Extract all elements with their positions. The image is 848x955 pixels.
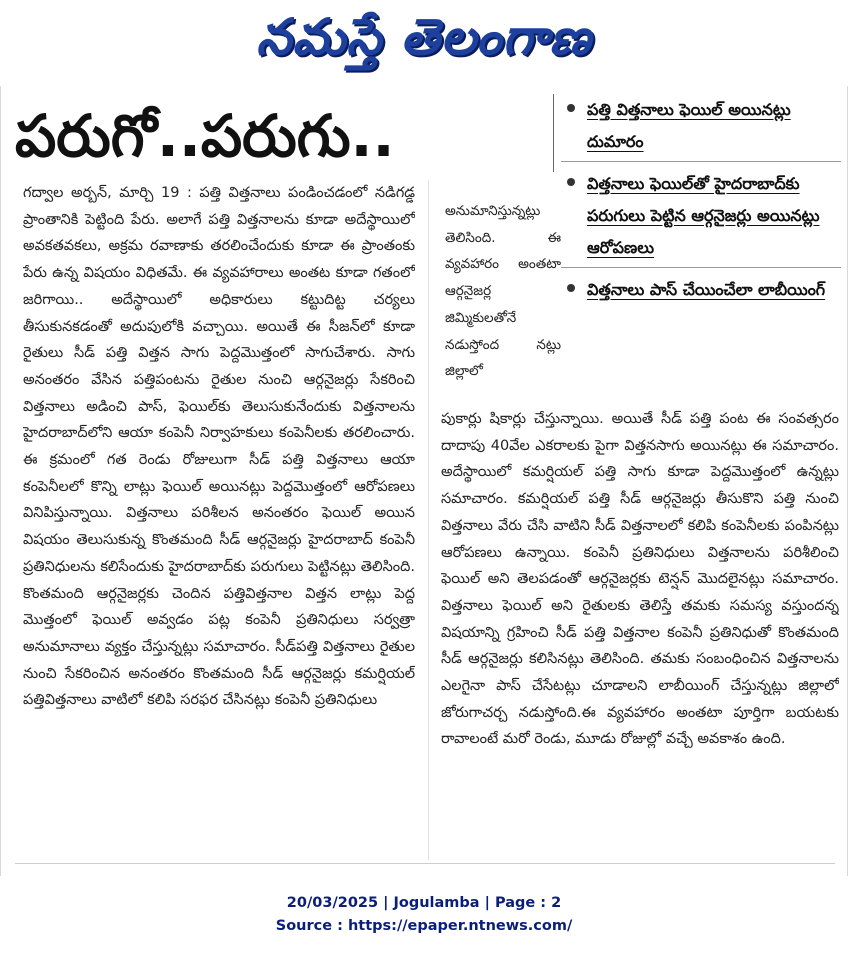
article-clipping <box>0 86 848 876</box>
highlight-item <box>561 274 841 309</box>
masthead <box>0 2 848 82</box>
column-divider <box>428 180 429 860</box>
article-headline: పరుగో..పరుగు.. <box>15 102 395 170</box>
edition-info: 20/03/2025 | Jogulamba | Page : 2 <box>286 895 562 911</box>
article-column-left: గద్వాల అర్బన్, మార్చి 19 : పత్తి విత్తనాలు పండించడంలో నడిగడ్డ ప్రాంతానికి పెట్టింది పేరు. అలాగే పత్తి విత్తనాలను కూడా అదేస్థాయిలో అవకతవకలు, అక్రమ రవాణాకు తరలించేందుకు కూడా ఈ ప్రాంతంకు పేరు ఉన్న విషయం విధితమే. ఈ వ్యవహారాలు అంతట కూడా గతంలో జరిగాయి.. అదేస్థాయిలో అధికారులు కట్టుదిట్ట చర్యలు తీసుకునకడంతో అదుపులోకి వచ్చాయి. అయితే ఈ సీజన్‌లో కూడా రైతులు సీడ్ పత్తి విత్తన సాగు పెద్దమొత్తంలో సాగుచేశారు. సాగు అనంతరం వేసిన పత్తిపంటను రైతుల నుంచి ఆర్గనైజర్లు సేకరించి విత్తనాలు అడించి పాస్, ఫెయిల్‌కు తెలుసుకునేందుకు విత్తనాలను హైదరాబాద్‌లోని ఆయా కంపెనీ నిర్వాహకులు కంపెనీలకు తరలించారు. ఈ క్రమంలో గత రెండు రోజులుగా సీడ్ పత్తి విత్తనాలు ఆయా కంపెనీలలో కొన్ని లాట్లు ఫెయిల్ అయినట్లు పెద్దమొత్తంలో ఆరోపణలు వినిపిస్తున్నాయి. విత్తనాలు పరిశీలన అనంతరం ఫెయిల్ అయిన విషయం తెలుసుకున్న కొంతమంది సీడ్ ఆర్గనైజర్లు హైదరాబాద్ కంపెనీ ప్రతినిధులను కలిసేందుకు హైదరాబాద్‌కు పరుగులు పెట్టినట్లు తెలిసింది. కొంతమంది ఆర్గనైజర్లకు చెందిన పత్తివిత్తనాల విత్తన లాట్లు పెద్ద మొత్తంలో ఫెయిల్ అవ్వడం పట్ల కంపెనీ ప్రతినిధులు సర్వత్రా అనుమానాలు వ్యక్తం చేస్తున్నట్లు సమాచారం. సీడ్‌పత్తి విత్తనాలు రైతుల నుంచి సేకరించిన అనంతరం కొంతమంది సీడ్ ఆర్గనైజర్లు కమర్షియల్ పత్తివిత్తనాలు వాటిలో కలిపి సరఫర చేసినట్లు కంపెనీ ప్రతినిధులు <box>23 185 415 709</box>
newspaper-logo: నమస్తే తెలంగాణ <box>256 8 592 66</box>
highlights-box <box>561 94 841 315</box>
source-link[interactable]: Source : https://epaper.ntnews.com/ <box>275 918 573 934</box>
article-column-narrow: అనుమానిస్తున్నట్లు తెలిసింది. ఈ వ్యవహారం అంతటా ఆర్గనైజర్ల జిమ్మికులతోనే నడుస్తోంద నట్లు జిల్లాలో <box>445 203 561 380</box>
bullet-icon <box>567 104 575 112</box>
article-column-right: పుకార్లు షికార్లు చేస్తున్నాయి. అయితే సీడ్ పత్తి పంట ఈ సంవత్సరం దాదాపు 40వేల ఎకరాలకు పైగా విత్తనసాగు అయినట్లు ఈ సమాచారం. అదేస్థాయిలో కమర్షియల్ పత్తి సాగు కూడా పెద్దమొత్తంలో ఉన్నట్లు సమాచారం. కమర్షియల్ పత్తి సీడ్ ఆర్గనైజర్లు తీసుకొని పత్తి నుంచి విత్తనాలు వేరు చేసి వాటిని సీడ్ విత్తనాలలో కలిపి కంపెనీలకు పంపినట్లు ఆరోపణలు ఉన్నాయి. కంపెనీ ప్రతినిధులు విత్తనాలను పరిశీలించి ఫెయిల్ అని తెలపడంతో ఆర్గనైజర్లకు టెన్షన్ మొదలైనట్లు సమాచారం. విత్తనాలు ఫెయిల్ అని రైతులకు తెలిస్తే తమకు సమస్య వస్తుందన్న విషయాన్ని గ్రహించి సీడ్ పత్తి విత్తనాల కంపెనీ ప్రతినిధుతో కొంతమంది సీడ్ ఆర్గనైజర్లు కలిసినట్లు తెలిసింది. తమకు సంబంధించిన విత్తనాలను ఎలగైనా పాస్ చేసేటట్లు చూడాలని లాబీయింగ్ చేస్తున్నట్లు జిల్లాలో జోరుగాచర్చ నడుస్తోంది.ఈ వ్యవహారం అంతటా పూర్తిగా బయటకు రావాలంటే మరో రెండు, మూడు రోజుల్లో వచ్చే అవకాశం ఉంది. <box>441 411 839 748</box>
bullet-icon <box>567 284 575 292</box>
bottom-divider <box>15 863 835 864</box>
highlight-text: పత్తి విత్తనాలు ఫెయిల్ అయినట్లు దుమారం <box>587 100 791 151</box>
bullet-icon <box>567 178 575 186</box>
highlight-item <box>561 168 841 268</box>
page-footer <box>0 892 848 938</box>
highlight-text: విత్తనాలు పాస్ చేయించేలా లాబీయింగ్ <box>587 280 826 299</box>
headline-divider <box>553 94 554 172</box>
highlight-text: విత్తనాలు ఫెయిల్‌తో హైదరాబాద్‌కు పరుగులు పెట్టిన ఆర్గనైజర్లు అయినట్లు ఆరోపణలు <box>587 174 820 257</box>
highlight-item <box>561 94 841 162</box>
